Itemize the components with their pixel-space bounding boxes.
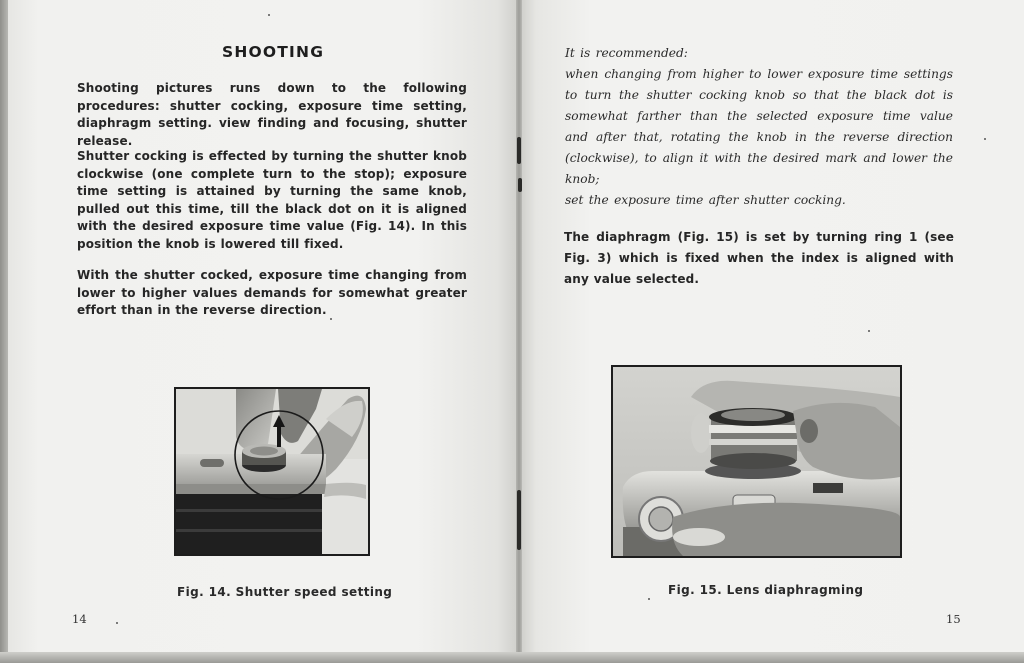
fig15-lens-diaphragm-photo (611, 365, 902, 558)
staple-bottom (517, 490, 521, 550)
diaphragm-paragraph: The diaphragm (Fig. 15) is set by turning ring 1 (see Fig. 3) which is fixed when the index is aligned with any value selected. (564, 230, 954, 286)
intro-paragraph: Shooting pictures runs down to the following procedures: shutter cocking, exposure time setting, diaphragm setting. view finding and focusing, shutter release. (77, 81, 467, 148)
paper-speck (268, 14, 270, 16)
recommendation-closing: set the exposure time after shutter cocking. (565, 193, 846, 207)
bottom-shadow-edge (0, 652, 1024, 663)
paper-speck (116, 622, 118, 624)
page-title: SHOOTING (222, 43, 325, 61)
page-gutter (516, 0, 522, 655)
page-number-left: 14 (72, 612, 87, 626)
fig14-shutter-knob-photo (174, 387, 370, 556)
recommendation-intro: It is recommended: (565, 46, 688, 60)
staple-top (517, 137, 521, 164)
fig15-caption: Fig. 15. Lens diaphragming (668, 583, 864, 597)
recommendation-note (565, 43, 953, 211)
fig14-caption: Fig. 14. Shutter speed setting (177, 585, 393, 599)
shutter-cocking-paragraph: Shutter cocking is effected by turning the shutter knob clockwise (one complete turn to the stop); exposure time setting is attained by turning the same knob, pulled out this time, till the black dot on it is aligned with the desired exposure time value (Fig. 14). In this position the knob is lowered till fixed. (77, 149, 467, 251)
staple-mid (518, 178, 522, 192)
paper-speck (330, 318, 332, 320)
paper-speck (868, 330, 870, 332)
effort-paragraph: With the shutter cocked, exposure time changing from lower to higher values demands for somewhat greater effort than in the reverse direction. (77, 268, 467, 318)
recommendation-text: when changing from higher to lower exposure time settings to turn the shutter cocking knob so that the black dot is somewhat farther than the selected exposure time value and after that, rotating the knob in the reverse direction (clockwise), to align it with the desired mark and lower the knob; (565, 67, 953, 186)
paper-speck (984, 138, 986, 140)
paper-speck (648, 598, 650, 600)
page-number-right: 15 (946, 612, 961, 626)
